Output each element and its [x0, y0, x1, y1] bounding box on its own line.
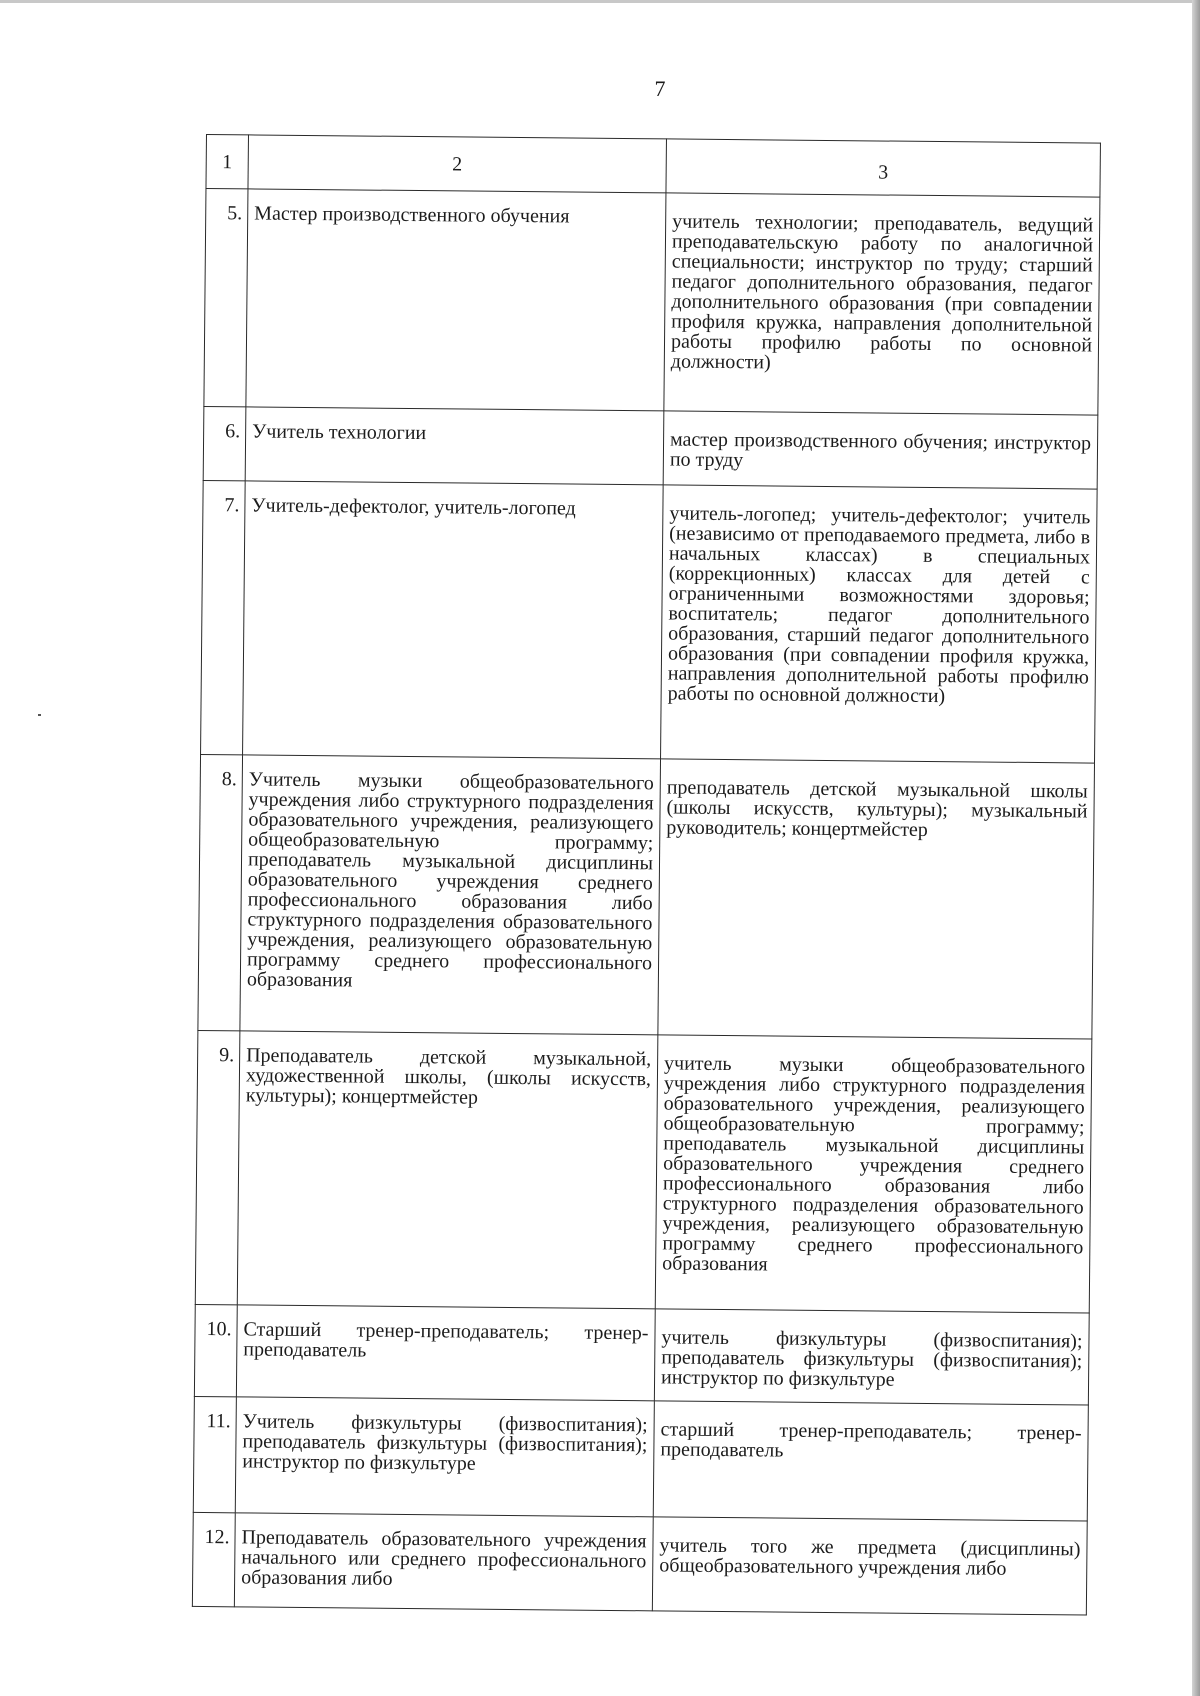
- equivalent-position-cell: учитель физкультуры (физвоспитания); преподаватель физкультуры (физвоспитания); инструктор по физкультуре: [654, 1309, 1089, 1405]
- position-cell: Учитель-дефектолог, учитель-логопед: [243, 481, 664, 759]
- header-col-1: 1: [206, 135, 249, 189]
- row-number: 12.: [192, 1512, 235, 1606]
- table-row: [198, 754, 1095, 1039]
- header-col-2: 2: [248, 135, 666, 193]
- position-cell: Старший тренер-преподаватель; тренер-преподаватель: [236, 1305, 655, 1401]
- position-cell: Преподаватель образовательного учреждения начального или среднего профессионального образования либо: [234, 1513, 653, 1611]
- row-number: 8.: [198, 754, 243, 1030]
- table-row: [204, 189, 1100, 416]
- positions-table: [192, 134, 1101, 1616]
- equivalent-position-cell: учитель-логопед; учитель-дефектолог; учитель (независимо от преподаваемого предмета, либо в начальных классах) в специальных (коррекционных) классах для детей с ограниченными возможностями здоровья; воспитатель; педагог дополнительного образования, старший педагог дополнительного образования (при совпадении профиля кружка, направления дополнительной работы профилю работы по основной должности): [661, 485, 1098, 763]
- row-number: 7.: [201, 480, 246, 754]
- position-cell: Учитель физкультуры (физвоспитания); преподаватель физкультуры (физвоспитания); инструктор по физкультуре: [235, 1397, 654, 1517]
- position-cell: Учитель музыки общеобразовательного учреждения либо структурного подразделения образовательного учреждения, реализующего общеобразовательную программу; преподаватель музыкальной дисциплины образовательного учреждения среднего профессионального образования либо структурного подразделения образовательного учреждения, реализующего образовательную программу среднего профессионального образования: [240, 755, 661, 1035]
- table-row: [201, 480, 1098, 763]
- table-row: [195, 1030, 1092, 1313]
- row-number: 6.: [203, 406, 246, 480]
- equivalent-position-cell: преподаватель детской музыкальной школы (школы искусств, культуры); музыкальный руководитель; концертмейстер: [658, 759, 1095, 1039]
- equivalent-position-cell: учитель технологии; преподаватель, ведущий преподавательскую работу по аналогичной специальности; инструктор по труду; старший педагог дополнительного образования, педагог дополнительного образования (при совпадении профиля кружка, направления дополнительной работы профилю работы по основной должности): [664, 193, 1100, 415]
- row-number: 5.: [204, 189, 248, 407]
- header-col-3: 3: [666, 139, 1100, 197]
- equivalent-position-cell: мастер производственного обучения; инструктор по труду: [663, 411, 1098, 489]
- equivalent-position-cell: учитель того же предмета (дисциплины) общеобразовательного учреждения либо: [652, 1517, 1087, 1615]
- row-number: 9.: [195, 1030, 240, 1304]
- position-cell: Мастер производственного обучения: [246, 189, 666, 411]
- table-row: [203, 406, 1098, 489]
- table-row: [193, 1396, 1088, 1521]
- row-number: 10.: [194, 1304, 237, 1396]
- scan-top-edge: [0, 0, 1200, 3]
- row-number: 11.: [193, 1396, 236, 1512]
- equivalent-position-cell: старший тренер-преподаватель; тренер-преподаватель: [653, 1401, 1088, 1521]
- position-cell: Преподаватель детской музыкальной, художественной школы, (школы искусств, культуры); концертмейстер: [237, 1031, 658, 1309]
- table-row: [192, 1512, 1087, 1615]
- table-row: [194, 1304, 1089, 1405]
- page-number: 7: [654, 76, 666, 101]
- equivalent-position-cell: учитель музыки общеобразовательного учреждения либо структурного подразделения образовательного учреждения, реализующего общеобразовательную программу; преподаватель музыкальной дисциплины образовательного учреждения среднего профессионального образования либо структурного подразделения образовательного учреждения, реализующего образовательную программу среднего профессионального образования: [655, 1035, 1092, 1313]
- scan-speck: [38, 714, 41, 716]
- position-cell: Учитель технологии: [245, 407, 664, 485]
- scan-right-edge: [1192, 0, 1200, 1696]
- table-header-row: [206, 135, 1100, 198]
